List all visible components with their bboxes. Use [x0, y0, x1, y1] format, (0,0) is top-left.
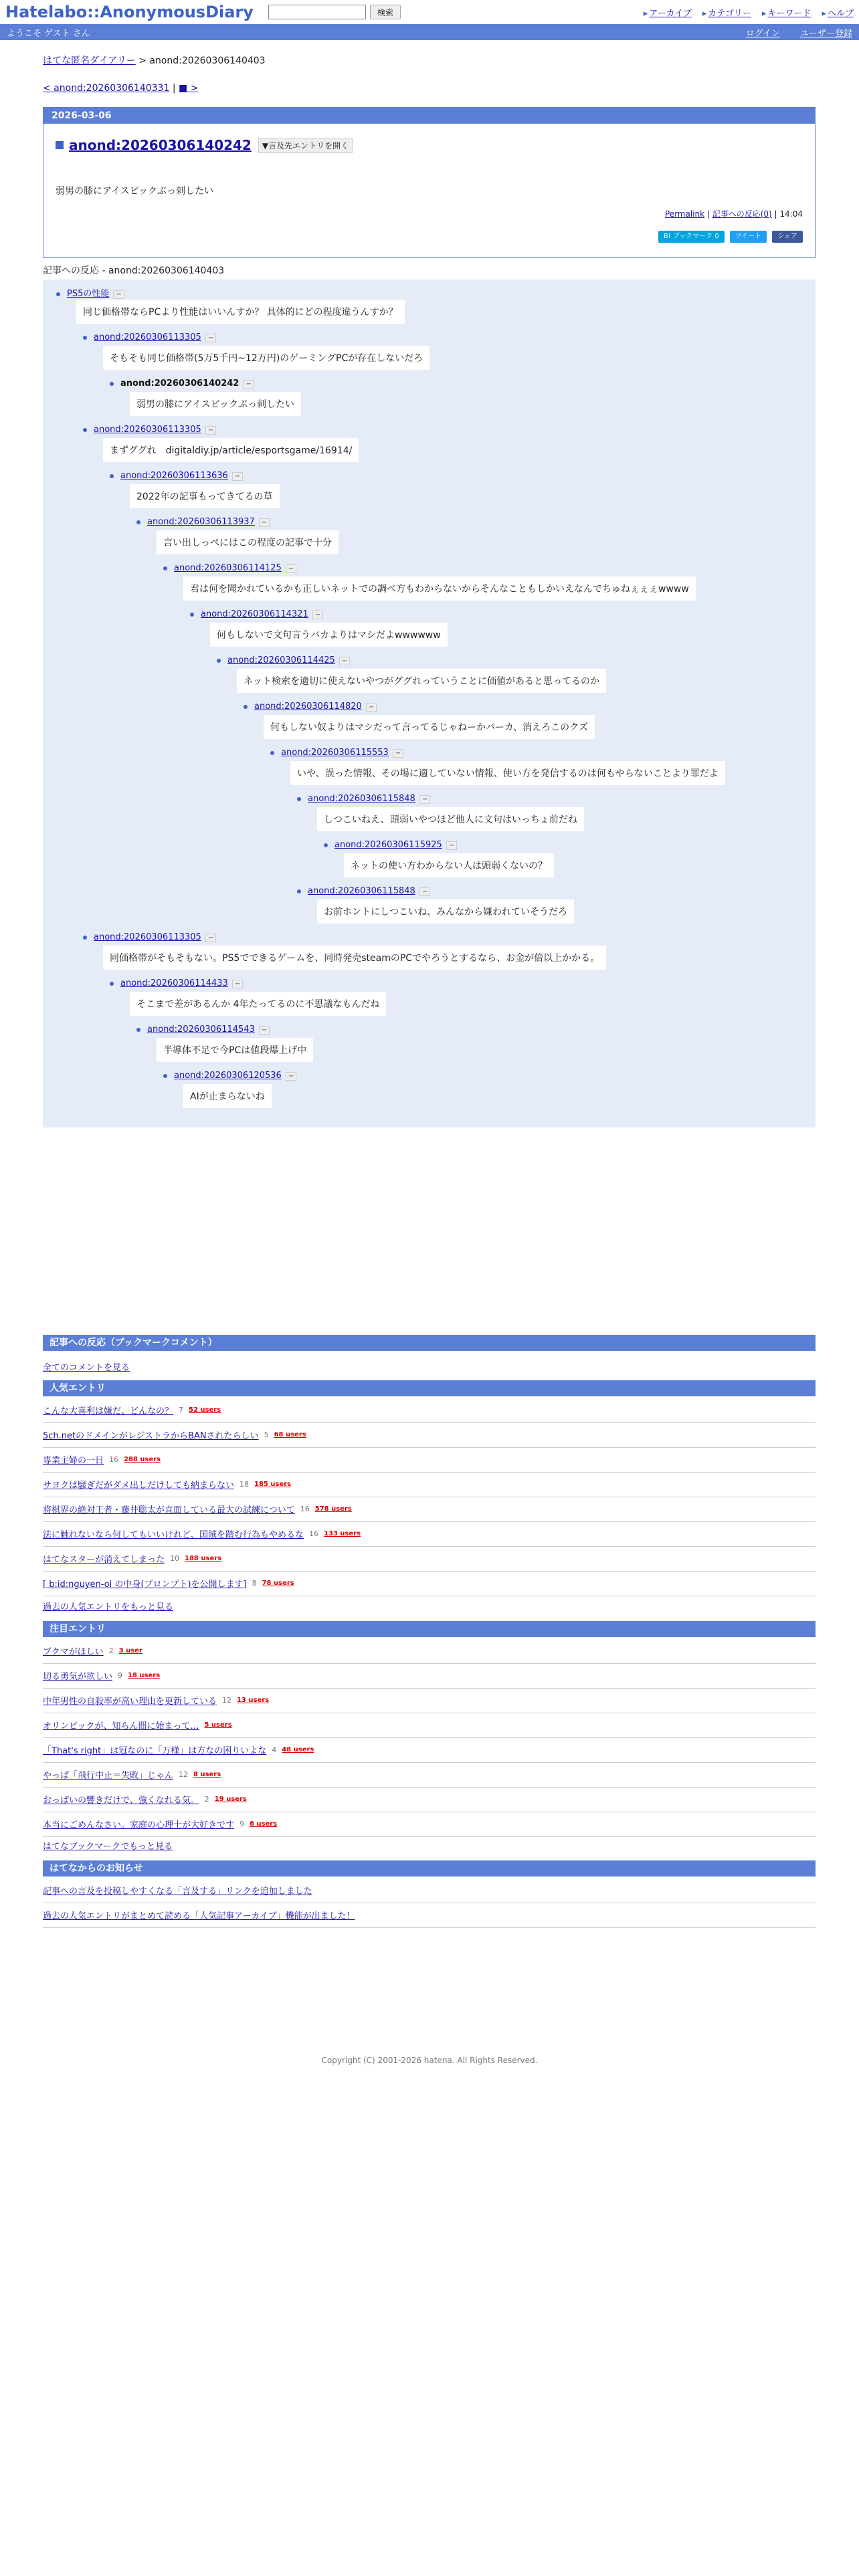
users-badge[interactable]: 133 users [324, 1530, 361, 1537]
tree-node-text: 半導体不足で今PCは値段爆上げ中 [157, 1038, 313, 1062]
tree-node-link[interactable]: anond:20260306114321 [201, 609, 308, 619]
users-badge[interactable]: 578 users [314, 1505, 352, 1513]
footer: Copyright (C) 2001-2026 hatena. All Rights Reserved. [321, 2056, 538, 2065]
comment-count: 5 [264, 1430, 269, 1439]
bullet-icon [110, 382, 114, 386]
archive-link[interactable]: ▸ アーカイブ [644, 6, 692, 19]
entry-link[interactable]: こんな大喜利は嫌だ、どんなの？ [43, 1406, 174, 1416]
bullet-icon [217, 659, 221, 663]
list-item [43, 1737, 816, 1763]
users-badge[interactable]: 185 users [254, 1481, 292, 1488]
comment-count: 9 [240, 1820, 245, 1828]
users-badge[interactable]: 188 users [185, 1555, 222, 1562]
bullet-icon [244, 705, 248, 709]
entry-link[interactable]: おっぱいの響きだけで、強くなれる気。 [43, 1796, 199, 1806]
list-item [43, 1787, 816, 1812]
keyword-link[interactable]: ▸ キーワード [762, 6, 812, 19]
tree-node-link[interactable]: anond:20260306115848 [308, 794, 415, 804]
list-item [43, 1422, 816, 1448]
comment-count: 2 [108, 1646, 114, 1655]
collapse-icon[interactable]: − [366, 703, 377, 712]
bullet-icon [136, 1028, 140, 1032]
tree-node [244, 702, 377, 712]
pager: < anond:20260306140331 | ■ > [43, 83, 199, 94]
help-link[interactable]: ▸ ヘルプ [822, 6, 854, 19]
tree-node [110, 978, 243, 988]
tree-node [270, 748, 403, 758]
tree-node [56, 286, 124, 299]
header-links [644, 6, 854, 19]
popular-more-link[interactable]: 過去の人気エントリをもっと見る [43, 1602, 174, 1612]
category-link[interactable]: ▸ カテゴリー [702, 6, 751, 19]
list-item [43, 1762, 816, 1788]
bullet-icon [136, 520, 140, 524]
header [0, 0, 859, 24]
breadcrumb: はてな匿名ダイアリー > anond:20260306140403 [43, 56, 266, 66]
collapse-icon[interactable]: − [243, 380, 254, 389]
entry-link[interactable]: 専業主婦の一日 [43, 1456, 104, 1466]
list-item [43, 1571, 816, 1596]
collapse-icon[interactable]: − [393, 749, 403, 758]
users-badge[interactable]: 78 users [262, 1580, 294, 1587]
search-button[interactable]: 検索 [370, 5, 401, 19]
site-logo[interactable]: Hatelabo::AnonymousDiary [5, 3, 254, 21]
tree-node-link[interactable]: anond:20260306113305 [94, 332, 201, 342]
tree-node-link[interactable]: anond:20260306114425 [227, 655, 335, 665]
tree-node [163, 563, 296, 573]
tree-node-text: いや、誤った情報、その場に適していない情報、使い方を発信するのは何もやらないことより罪だよ [290, 761, 725, 785]
list-item [43, 1546, 816, 1572]
tree-node-link[interactable]: anond:20260306120536 [174, 1071, 282, 1081]
tree-node-text: そもそも同じ価格帯(5万5千円~12万円)のゲーミングPCが存在しないだろ [103, 346, 430, 370]
bullet-icon [297, 889, 301, 893]
reactions-label: 記事への反応 - anond:20260306140403 [43, 265, 225, 276]
users-badge[interactable]: 13 users [237, 1697, 270, 1704]
tree-node-link[interactable]: anond:20260306113305 [94, 932, 201, 942]
users-badge[interactable]: 288 users [124, 1456, 161, 1463]
square-icon [56, 141, 64, 149]
entry-time: 14:04 [779, 209, 803, 219]
collapse-icon[interactable]: − [232, 980, 243, 988]
tree-node-link[interactable]: anond:20260306113937 [147, 517, 255, 527]
entry-link[interactable]: オリンピックが、知らん間に始まって… [43, 1721, 199, 1731]
users-badge[interactable]: 6 users [250, 1820, 278, 1828]
entry-link[interactable]: 法に触れないなら何してもいいけれど、国賊を踏む行為もやめるな [43, 1530, 304, 1540]
tree-node-text: 同価格帯がそもそもない。PS5でできるゲームを、同時発売steamのPCでやろうとするなら、お金が倍以上かかる。 [103, 946, 606, 970]
collapse-icon[interactable]: − [312, 611, 323, 619]
reaction-tree [43, 280, 816, 1128]
collapse-icon[interactable]: − [446, 841, 457, 850]
breadcrumb-current: anond:20260306140403 [149, 56, 266, 66]
notable-more-link[interactable]: はてなブックマークでもっと見る [43, 1842, 173, 1852]
tree-node [163, 1071, 296, 1081]
tree-node-link[interactable]: anond:20260306114543 [147, 1025, 255, 1035]
list-item [43, 1663, 816, 1689]
list-item [43, 1903, 816, 1928]
list-item [43, 1398, 816, 1423]
tree-node-link[interactable]: anond:20260306113305 [94, 425, 201, 435]
welcome-text: ようこそ ゲスト さん [7, 28, 90, 39]
list-item [43, 1472, 816, 1497]
comment-count: 2 [204, 1795, 209, 1804]
prev-link[interactable]: < anond:20260306140331 [43, 83, 170, 94]
tree-node-link[interactable]: anond:20260306114125 [174, 563, 282, 573]
entry-link[interactable]: 5ch.netのドメインがレジストラからBANされたらしい [43, 1431, 259, 1441]
list-item [43, 1521, 816, 1547]
entry-link[interactable]: 「That's right」は冠なのに「万様」は方なの困りいよな [43, 1746, 267, 1756]
list-item [43, 1497, 816, 1522]
reactions-link[interactable]: 記事への反応(0) [712, 209, 772, 219]
entry-title[interactable]: anond:20260306140242 [69, 137, 252, 153]
tree-node [83, 932, 216, 942]
bullet-icon [270, 751, 274, 755]
tree-node-text: お前ホントにしつこいね、みんなから嫌われていそうだろ [317, 899, 574, 924]
list-item [43, 1878, 816, 1903]
users-badge[interactable]: 68 users [274, 1431, 306, 1438]
tree-node-text: しつこいねえ、頭弱いやつほど他人に文句はいっちょ前だね [317, 807, 584, 831]
tree-node-text: 何もしない奴よりはマシだって言ってるじゃねーかバーカ、消えろこのクズ [264, 715, 595, 739]
entry-link[interactable]: やっぱ「飛行中止＝失敗」じゃん [43, 1771, 174, 1781]
collapse-icon[interactable]: − [259, 518, 270, 527]
bullet-icon [297, 797, 301, 801]
user-bar [0, 24, 859, 40]
collapse-icon[interactable]: − [205, 334, 216, 342]
entry-link[interactable]: 過去の人気エントリがまとめて読める「人気記事アーカイブ」機能が出ました！ [43, 1911, 355, 1921]
entry-link[interactable]: 本当にごめんなさい。家庭の心理士が大好きです [43, 1820, 235, 1830]
list-item [43, 1713, 816, 1738]
comment-count: 16 [300, 1505, 310, 1513]
list-item [43, 1638, 816, 1664]
tree-node [136, 517, 270, 527]
entry [43, 107, 816, 258]
tree-node-link[interactable]: anond:20260306140242 [120, 379, 240, 389]
notable-section-title: 注目エントリ [43, 1621, 816, 1637]
tree-node-link[interactable]: anond:20260306114433 [120, 978, 228, 988]
entry-link[interactable]: ブクマがほしい [43, 1647, 104, 1657]
tree-node-link[interactable]: PS5の性能 [67, 289, 110, 299]
bookmark-section-title: 記事への反応（ブックマークコメント） [43, 1335, 816, 1351]
collapse-icon[interactable]: − [232, 472, 243, 481]
tree-node-text: ネットの使い方わからない人は頭弱くないの？ [344, 853, 554, 877]
comment-count: 16 [309, 1529, 319, 1538]
bullet-icon [163, 1074, 167, 1078]
collapse-icon[interactable]: − [113, 290, 124, 299]
list-item [43, 1812, 816, 1837]
bullet-icon [83, 428, 87, 432]
tree-node [190, 609, 323, 619]
users-badge[interactable]: 18 users [128, 1672, 161, 1679]
tree-node-link[interactable]: anond:20260306115925 [335, 840, 442, 850]
tree-node [83, 425, 216, 435]
breadcrumb-home[interactable]: はてな匿名ダイアリー [43, 56, 136, 66]
entry-link[interactable]: [ b:id:nguyen-oi の中身(プロンプト)を公開します] [43, 1580, 247, 1590]
comment-count: 16 [109, 1455, 119, 1464]
bullet-icon [190, 613, 194, 617]
bullet-icon [56, 292, 60, 296]
tree-node [324, 840, 457, 850]
tree-node [110, 379, 254, 389]
comment-count: 10 [170, 1554, 180, 1563]
tree-node [217, 655, 350, 665]
tree-node [83, 332, 216, 342]
comment-count: 4 [272, 1745, 277, 1754]
tree-node-link[interactable]: anond:20260306114820 [254, 702, 362, 712]
comment-count: 18 [240, 1480, 250, 1489]
tree-node [110, 471, 243, 481]
tree-node-text: まずググれ digitaldiy.jp/article/esportsgame/16914/ [103, 438, 359, 462]
entry-link[interactable]: 中年男性の自殺率が高い理由を更新している [43, 1697, 217, 1707]
news-section-title: はてなからのお知らせ [43, 1860, 816, 1876]
tree-node-text: 何もしないで文句言うバカよりはマシだよwwwwww [210, 623, 448, 647]
all-comments-link[interactable]: 全てのコメントを見る [43, 1363, 130, 1373]
comment-count: 9 [118, 1671, 123, 1680]
tree-node-text: 弱男の膝にアイスピックぶっ刺したい [130, 392, 301, 416]
tree-node-text: 同じ価格帯ならPCより性能はいいんすか？ 具体的にどの程度違うんすか？ [76, 300, 405, 324]
tree-node-text: 君は何を聞かれているかも正しいネットでの調べ方もわからないからそんなこともしかいえなんでちゅねぇぇぇwwww [183, 576, 696, 601]
comment-count: 7 [179, 1406, 184, 1414]
collapse-icon[interactable]: − [339, 657, 350, 665]
bullet-icon [110, 474, 114, 478]
comment-count: 12 [179, 1770, 189, 1779]
comment-count: 12 [222, 1696, 232, 1705]
toggle-reference-button[interactable]: ▼言及先エントリを開く [258, 138, 353, 153]
collapse-icon[interactable]: − [259, 1026, 270, 1035]
comment-count: 8 [252, 1579, 257, 1588]
tree-node-text: 言い出しっぺにはこの程度の記事で十分 [157, 530, 339, 554]
entry-body: 弱男の膝にアイスピックぶっ刺したい [56, 186, 214, 197]
entry-link[interactable]: 切る勇気が欲しい [43, 1672, 113, 1682]
users-badge[interactable]: 3 user [118, 1647, 142, 1654]
entry-link[interactable]: 記事への言及を投稿しやすくなる「言及する」リンクを追加しました [43, 1887, 312, 1897]
permalink[interactable]: Permalink [664, 209, 705, 219]
tree-node [297, 794, 430, 804]
tree-node-link[interactable]: anond:20260306115553 [281, 748, 389, 758]
tree-node-text: AIが止まらないね [183, 1084, 272, 1108]
facebook-share-button[interactable]: シェア [772, 231, 803, 243]
tree-node-link[interactable]: anond:20260306115848 [308, 886, 415, 896]
tree-node-link[interactable]: anond:20260306113636 [120, 471, 228, 481]
tree-node-text: ネット検索を適切に使えないやつがググれっていうことに価値があると思ってるのか [237, 669, 606, 693]
entry-link[interactable]: 将棋界の絶対王者・藤井聡太が直面している最大の試練について [43, 1505, 295, 1515]
bullet-icon [83, 336, 87, 340]
login-link[interactable]: ログイン [745, 28, 780, 39]
search-input[interactable] [268, 5, 366, 19]
collapse-icon[interactable]: − [419, 887, 430, 896]
users-badge[interactable]: 19 users [214, 1796, 247, 1803]
entry-link[interactable]: サヨクは騒ぎだがダメ出しだけしても納まらない [43, 1481, 235, 1491]
bullet-icon [83, 936, 87, 940]
entry-meta: Permalink | 記事への反応(0) | 14:04 [664, 209, 803, 219]
tree-node-text: 2022年の記事もってきてるの草 [130, 484, 280, 508]
tree-node [136, 1025, 270, 1035]
next-link[interactable]: ■ > [179, 83, 199, 94]
bullet-icon [163, 566, 167, 570]
users-badge[interactable]: 8 users [193, 1771, 221, 1778]
list-item [43, 1447, 816, 1473]
popular-section-title: 人気エントリ [43, 1380, 816, 1396]
collapse-icon[interactable]: − [419, 795, 430, 804]
bullet-icon [324, 843, 328, 847]
tweet-button[interactable]: ツイート [730, 231, 767, 243]
bookmark-button[interactable]: B! ブックマーク 0 [658, 231, 725, 243]
entry-link[interactable]: はてなスターが消えてしまった [43, 1555, 165, 1565]
collapse-icon[interactable]: − [205, 934, 216, 942]
register-link[interactable]: ユーザー登録 [799, 28, 852, 39]
tree-node-text: そこまで差があるんか 4年たってるのに不思議なもんだね [130, 992, 386, 1016]
users-badge[interactable]: 52 users [189, 1406, 221, 1414]
list-item [43, 1688, 816, 1713]
collapse-icon[interactable]: − [286, 1072, 296, 1081]
users-badge[interactable]: 48 users [282, 1746, 314, 1753]
tree-node [297, 886, 430, 896]
share-buttons [658, 231, 803, 243]
entry-date: 2026-03-06 [43, 108, 815, 124]
collapse-icon[interactable]: − [286, 564, 296, 573]
users-badge[interactable]: 5 users [204, 1721, 232, 1729]
bullet-icon [110, 982, 114, 986]
collapse-icon[interactable]: − [205, 426, 216, 435]
